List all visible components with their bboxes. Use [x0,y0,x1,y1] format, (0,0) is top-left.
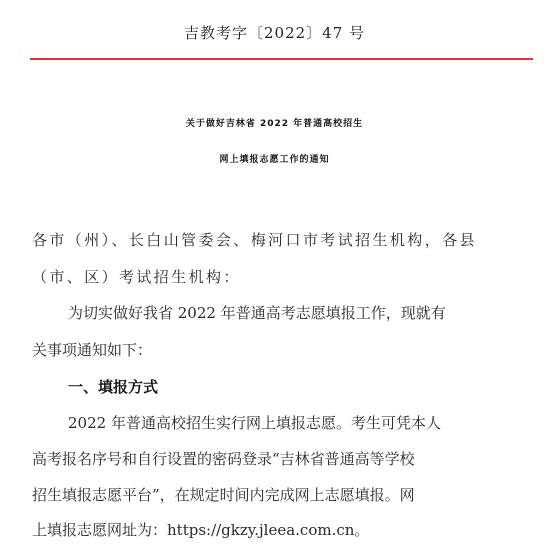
document-number: 吉教考字〔2022〕47 号 [183,24,366,42]
section-1-heading: 一、填报方式 [68,378,159,396]
intro-line-1: 为切实做好我省 2022 年普通高考志愿填报工作，现就有 [68,304,446,322]
section-1-line-2: 高考报名序号和自行设置的密码登录“吉林省普通高等学校 [32,450,415,468]
section-1-line-1: 2022 年普通高校招生实行网上填报志愿。考生可凭本人 [68,414,441,432]
red-separator-line [30,58,533,60]
title-line-1: 关于做好吉林省 2022 年普通高校招生 [185,119,364,129]
section-1-line-4: 上填报志愿网址为：https://gkzy.jleea.com.cn。 [32,521,370,539]
addressee-line-2: （市、区）考试招生机构： [32,268,241,286]
title-line-2: 网上填报志愿工作的通知 [219,155,330,165]
section-1-line-3: 招生填报志愿平台”，在规定时间内完成网上志愿填报。网 [32,486,415,504]
addressee-line-1: 各市（州）、长白山管委会、梅河口市考试招生机构，各县 [32,231,477,249]
intro-line-2: 关事项通知如下： [32,341,153,359]
